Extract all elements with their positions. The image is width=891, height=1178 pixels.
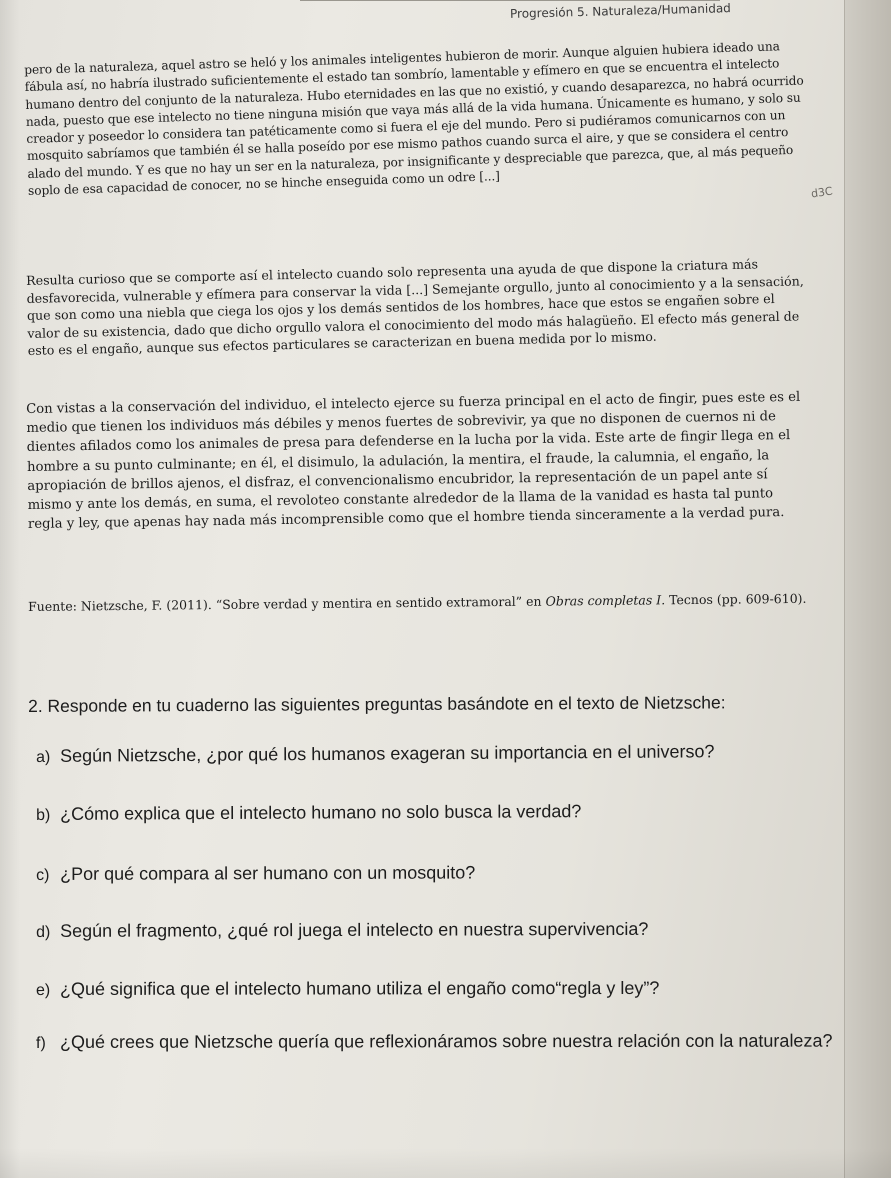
header-rule — [300, 0, 720, 1]
paragraph-text: pero de la naturaleza, aquel astro se heló y los animales inteligentes hubieron de morir. Aunque alguien hubiera ideado una fábula así, no habría ilustrado suficientemente el estado tan sombrío, lamentable y efímero en que se encuentra el intelecto humano dentro del conjunto de la naturaleza. Hubo eternidades en las que no existió, y cuando desaparezca, no habrá ocurrido nada, puesto que ese intelecto no tiene ninguna misión que vaya más allá de la vida humana. Únicamente es humano, y solo su creador y poseedor lo considera tan patéticamente como si fuera el eje del mundo. Pero si pudiéramos comunicarnos con un mosquito sabríamos que también él se halla poseído por ese mismo pathos cuando surca el aire, y que se considera el centro alado del mundo. Y es que no hay un ser en la naturaleza, por insignificante y despreciable que parezca, que, al más pequeño soplo de esa capacidad de conocer, no se hinche enseguida como un odre [...] — [24, 39, 804, 199]
paragraph-text: Con vistas a la conservación del individuo, el intelecto ejerce su fuerza principal en el acto de fingir, pues este es el medio que tienen los individuos más débiles y menos fuertes de sobrevivir, ya que no disponen de cuernos ni de dientes afilados como los animales de presa para defenderse en la lucha por la vida. Este arte de fingir llega en el hombre a su punto culminante; en él, el disimulo, la adulación, la mentira, el fraude, la calumnia, el engaño, la apropiación de brillos ajenos, el disfraz, el convencionalismo encubridor, la representación de un papel ante sí mismo y ante los demás, en suma, el revoloteo constante alrededor de la llama de la vanidad es hasta tal punto regla y ley, que apenas hay nada más incomprensible como que el hombre tienda sinceramente a la verdad pura. — [26, 389, 801, 533]
source-prefix: Fuente: Nietzsche, F. (2011). “Sobre verdad y mentira en sentido extramoral” en — [28, 593, 546, 614]
reading-paragraph-3 — [26, 388, 808, 535]
question-d — [36, 914, 856, 947]
question-f — [36, 1027, 866, 1058]
source-work-title: Obras completas I. — [545, 592, 666, 609]
question-letter: d) — [36, 923, 51, 941]
question-letter: f) — [36, 1034, 46, 1052]
reading-paragraph-2 — [26, 254, 808, 360]
adjacent-page-edge — [844, 0, 891, 1178]
question-letter: b) — [36, 806, 51, 824]
reading-paragraph-1 — [24, 37, 808, 200]
question-text: Según Nietzsche, ¿por qué los humanos exageran su importancia en el universo? — [60, 741, 715, 766]
question-e — [36, 974, 856, 1005]
question-letter: e) — [36, 981, 51, 999]
question-c — [36, 857, 856, 890]
page-bottom-shadow — [0, 1148, 891, 1178]
paragraph-text: Resulta curioso que se comporte así el intelecto cuando solo representa una ayuda de que dispone la criatura más desfavorecida, vulnerable y efímera para conservar la vida [...] Semejante orgullo, junto al conocimiento y a la sensación, que son como una niebla que ciega los ojos y los demás sentidos de los hombres, hace que estos se engañen sobre el valor de su existencia, dado que dicho orgullo valora el conocimiento del modo más halagüeño. El efecto más general de esto es el engaño, aunque sus efectos particulares se caracterizan en buena medida por lo mismo. — [26, 256, 804, 359]
question-b — [36, 796, 856, 830]
question-text: ¿Cómo explica que el intelecto humano no solo busca la verdad? — [60, 801, 582, 824]
activity-instructions: 2. Responde en tu cuaderno las siguientes preguntas basándote en el texto de Nietzsche: — [28, 692, 726, 716]
question-text: ¿Por qué compara al ser humano con un mosquito? — [60, 862, 476, 884]
section-header: Progresión 5. Naturaleza/Humanidad — [509, 1, 732, 21]
question-letter: c) — [36, 866, 50, 884]
question-a — [36, 736, 856, 772]
question-text: ¿Qué significa que el intelecto humano utiliza el engaño como“regla y ley”? — [60, 977, 660, 999]
question-text: ¿Qué crees que Nietzsche quería que reflexionáramos sobre nuestra relación con la naturaleza? — [60, 1030, 833, 1052]
question-text: Según el fragmento, ¿qué rol juega el intelecto en nuestra supervivencia? — [60, 918, 649, 941]
page-fold-shadow — [0, 0, 20, 1178]
source-citation — [28, 590, 818, 616]
margin-note: d3C — [810, 184, 834, 201]
source-suffix: Tecnos (pp. 609-610). — [665, 590, 807, 608]
question-letter: a) — [36, 748, 51, 766]
